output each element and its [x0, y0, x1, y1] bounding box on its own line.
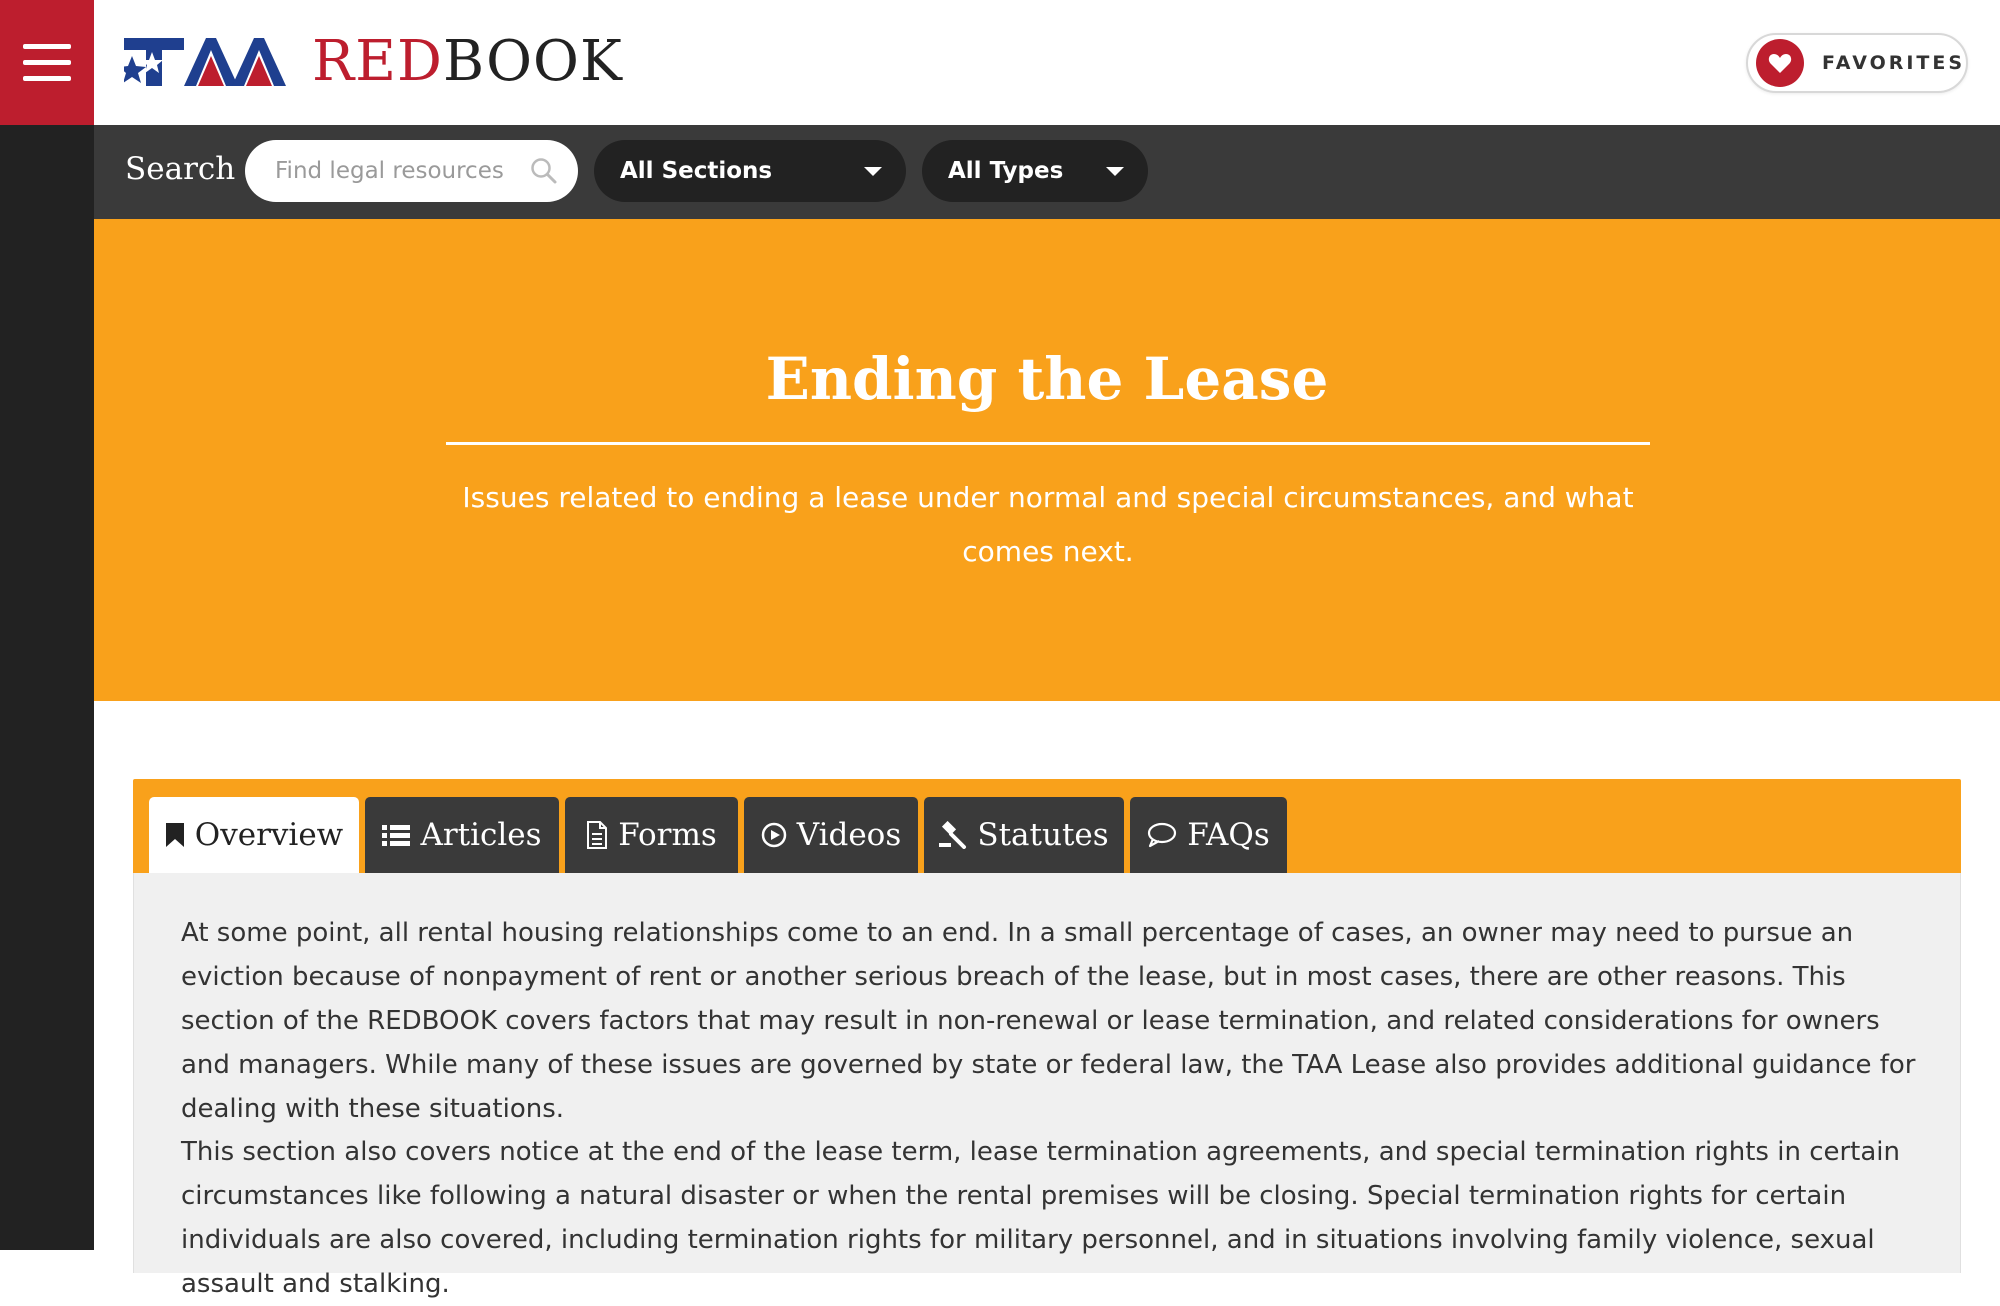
site-name [312, 29, 623, 94]
menu-button[interactable] [0, 0, 94, 125]
site-name-red: RED [312, 29, 443, 94]
heart-icon [1756, 39, 1804, 87]
chevron-down-icon [864, 167, 882, 176]
types-dropdown[interactable] [922, 140, 1148, 202]
list-icon [382, 823, 410, 847]
tab-articles[interactable] [365, 797, 559, 873]
overview-content [133, 873, 1961, 1299]
tab-videos-label: Videos [796, 817, 902, 853]
tab-forms-label: Forms [618, 817, 717, 853]
types-dropdown-value: All Types [948, 158, 1064, 184]
search-bar [94, 125, 2000, 219]
tab-statutes[interactable] [924, 797, 1124, 873]
taa-logo-icon [124, 36, 288, 88]
tab-bar [133, 779, 1961, 873]
tab-overview[interactable] [149, 797, 359, 873]
bookmark-icon [165, 822, 185, 848]
tab-faqs[interactable] [1130, 797, 1287, 873]
overview-paragraph-1: At some point, all rental housing relationships come to an end. In a small percentage of cases, an owner may need to pursue an eviction because of nonpayment of rent or another serious breach of the lease, but in most cases, there are other reasons. This section of the REDBOOK covers factors that may result in non-renewal or lease termination, and related considerations for owners and managers. While many of these issues are governed by state or federal law, the TAA Lease also provides additional guidance for dealing with these situations. [181, 918, 1916, 1124]
page-title: Ending the Lease [765, 345, 1329, 413]
tab-statutes-label: Statutes [977, 817, 1109, 853]
title-divider [446, 442, 1650, 445]
content-panel [133, 779, 1961, 1299]
favorites-button[interactable] [1746, 33, 1968, 93]
site-logo[interactable] [124, 29, 623, 94]
search-label: Search [125, 151, 236, 187]
chevron-down-icon [1106, 167, 1124, 176]
tab-faqs-label: FAQs [1187, 817, 1270, 853]
hamburger-icon [23, 60, 71, 65]
left-rail [0, 0, 94, 1250]
sections-dropdown[interactable] [594, 140, 906, 202]
tab-articles-label: Articles [420, 817, 542, 853]
play-circle-icon [761, 822, 787, 848]
document-icon [586, 821, 608, 849]
site-header [94, 0, 2000, 125]
hamburger-icon [23, 76, 71, 81]
gavel-icon [939, 821, 967, 849]
overview-paragraph-2: This section also covers notice at the end of the lease term, lease termination agreements, and special termination rights in certain circumstances like following a natural disaster or when the rental premises will be closing. Special termination rights for certain individuals are also covered, including termination rights for military personnel, and in situations involving family violence, sexual assault and stalking. [181, 1137, 1901, 1299]
hero-banner [94, 219, 2000, 701]
tab-overview-label: Overview [194, 817, 344, 853]
search-input[interactable] [273, 157, 530, 185]
site-name-black: BOOK [442, 29, 623, 94]
tab-videos[interactable] [744, 797, 918, 873]
favorites-label: FAVORITES [1822, 52, 1966, 74]
speech-bubble-icon [1147, 822, 1177, 848]
hamburger-icon [23, 44, 71, 49]
page-subtitle: Issues related to ending a lease under normal and special circumstances, and what comes next. [462, 481, 1634, 568]
tab-forms[interactable] [565, 797, 738, 873]
search-field[interactable] [245, 140, 578, 202]
sections-dropdown-value: All Sections [620, 158, 773, 184]
search-icon[interactable] [530, 157, 558, 185]
